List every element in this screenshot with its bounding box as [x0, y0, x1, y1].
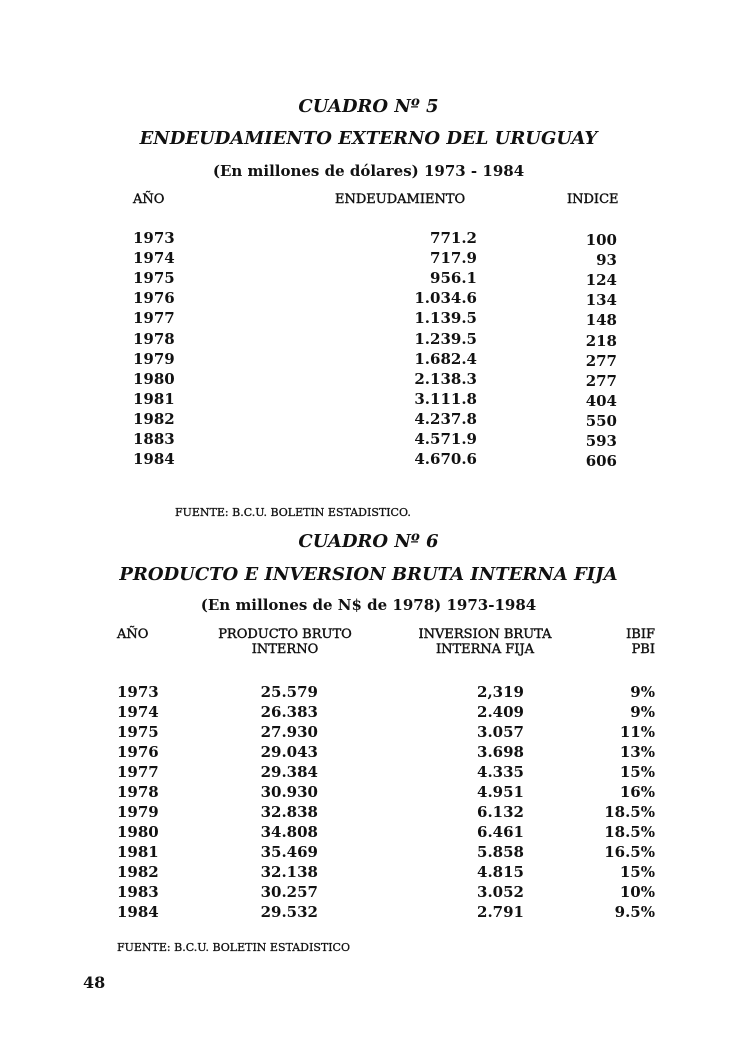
index-cell: 277 — [585, 351, 617, 370]
cuadro5-header-debt: ENDEUDAMIENTO — [335, 192, 466, 207]
pbi-cell: 26.383 — [260, 703, 318, 721]
pbi-cell: 30.257 — [260, 883, 318, 901]
year-cell: 1977 — [133, 309, 175, 328]
year-cell: 1983 — [117, 883, 159, 901]
pbi-cell: 32.138 — [260, 863, 318, 881]
ibif-cell: 4.815 — [477, 863, 524, 881]
cuadro6-label: CUADRO Nº 6 — [298, 531, 439, 552]
ibif-cell: 4.951 — [477, 783, 524, 801]
pbi-cell: 34.808 — [260, 823, 318, 841]
year-cell: 1980 — [133, 369, 175, 388]
debt-cell: 4.571.9 — [414, 430, 477, 448]
year-cell: 1978 — [133, 329, 175, 348]
ibif-cell: 2.791 — [477, 903, 524, 921]
ibif-cell: 6.461 — [477, 823, 524, 841]
year-cell: 1978 — [117, 783, 159, 801]
cuadro5-label: CUADRO Nº 5 — [298, 96, 439, 117]
cuadro6-subtitle: (En millones de N$ de 1978) 1973-1984 — [200, 596, 537, 614]
pbi-cell: 29.043 — [260, 743, 318, 761]
pbi-cell: 30.930 — [260, 783, 318, 801]
index-cell: 593 — [585, 432, 617, 450]
index-cell: 218 — [585, 331, 617, 350]
index-cell: 148 — [585, 311, 617, 330]
ratio-cell: 15% — [619, 763, 655, 781]
ibif-cell: 2.409 — [477, 703, 524, 721]
ibif-cell: 3.698 — [477, 743, 524, 761]
debt-cell: 956.1 — [430, 269, 477, 288]
page-number: 48 — [83, 973, 106, 992]
year-cell: 1974 — [133, 249, 175, 268]
index-cell: 550 — [585, 411, 617, 430]
cuadro5-subtitle: (En millones de dólares) 1973 - 1984 — [212, 162, 525, 180]
ratio-cell: 11% — [619, 723, 655, 741]
year-cell: 1974 — [117, 703, 159, 721]
cuadro5-header-index: INDICE — [567, 192, 619, 207]
year-cell: 1973 — [133, 229, 175, 247]
index-cell: 93 — [596, 251, 617, 270]
ratio-cell: 16.5% — [604, 843, 655, 861]
cuadro6-header-ratio: IBIF PBI — [626, 627, 655, 657]
ibif-cell: 2,319 — [477, 683, 524, 701]
year-cell: 1883 — [133, 430, 175, 448]
debt-cell: 1.239.5 — [414, 329, 477, 348]
ratio-cell: 15% — [619, 863, 655, 881]
year-cell: 1980 — [117, 823, 159, 841]
cuadro5-header-year: AÑO — [133, 192, 165, 207]
pbi-cell: 27.930 — [260, 723, 318, 741]
year-cell: 1982 — [133, 409, 175, 428]
year-cell: 1975 — [117, 723, 159, 741]
debt-cell: 4.237.8 — [414, 409, 477, 428]
debt-cell: 1.682.4 — [414, 349, 477, 368]
year-cell: 1975 — [133, 269, 175, 288]
index-cell: 134 — [585, 291, 617, 310]
debt-cell: 717.9 — [430, 249, 477, 268]
index-cell: 606 — [585, 452, 617, 471]
pbi-cell: 35.469 — [260, 843, 318, 861]
cuadro6-header-ibif: INVERSION BRUTA INTERNA FIJA — [418, 627, 552, 657]
ibif-cell: 5.858 — [477, 843, 524, 861]
ratio-cell: 16% — [619, 783, 655, 801]
ratio-cell: 18.5% — [604, 803, 655, 821]
year-cell: 1977 — [117, 763, 159, 781]
debt-cell: 3.111.8 — [414, 389, 477, 408]
year-cell: 1984 — [117, 903, 159, 921]
debt-cell: 1.139.5 — [414, 309, 477, 328]
year-cell: 1979 — [117, 803, 159, 821]
year-cell: 1976 — [117, 743, 159, 761]
ibif-cell: 3.057 — [477, 723, 524, 741]
year-cell: 1984 — [133, 450, 175, 469]
ratio-cell: 9% — [630, 683, 655, 701]
debt-cell: 771.2 — [430, 229, 477, 247]
debt-cell: 2.138.3 — [414, 369, 477, 388]
cuadro6-header-year: AÑO — [117, 627, 149, 642]
pbi-cell: 32.838 — [260, 803, 318, 821]
year-cell: 1979 — [133, 349, 175, 368]
cuadro6-header-pbi: PRODUCTO BRUTO INTERNO — [218, 627, 352, 657]
ratio-cell: 18.5% — [604, 823, 655, 841]
year-cell: 1982 — [117, 863, 159, 881]
index-cell: 404 — [585, 391, 617, 410]
ibif-cell: 6.132 — [477, 803, 524, 821]
ibif-cell: 4.335 — [477, 763, 524, 781]
pbi-cell: 29.384 — [260, 763, 318, 781]
pbi-cell: 29.532 — [260, 903, 318, 921]
year-cell: 1976 — [133, 289, 175, 308]
ibif-cell: 3.052 — [477, 883, 524, 901]
cuadro5-source: FUENTE: B.C.U. BOLETIN ESTADISTICO. — [175, 506, 411, 519]
index-cell: 124 — [585, 271, 617, 290]
ratio-cell: 9.5% — [614, 903, 655, 921]
year-cell: 1981 — [133, 389, 175, 408]
ratio-cell: 10% — [619, 883, 655, 901]
ratio-cell: 9% — [630, 703, 655, 721]
pbi-cell: 25.579 — [260, 683, 318, 701]
year-cell: 1973 — [117, 683, 159, 701]
ratio-cell: 13% — [619, 743, 655, 761]
index-cell: 277 — [585, 371, 617, 390]
debt-cell: 4.670.6 — [414, 450, 477, 469]
cuadro6-source: FUENTE: B.C.U. BOLETIN ESTADISTICO — [117, 941, 350, 954]
cuadro6-title: PRODUCTO E INVERSION BRUTA INTERNA FIJA — [119, 564, 618, 585]
debt-cell: 1.034.6 — [414, 289, 477, 308]
index-cell: 100 — [585, 231, 617, 249]
year-cell: 1981 — [117, 843, 159, 861]
cuadro5-title: ENDEUDAMIENTO EXTERNO DEL URUGUAY — [139, 128, 598, 149]
